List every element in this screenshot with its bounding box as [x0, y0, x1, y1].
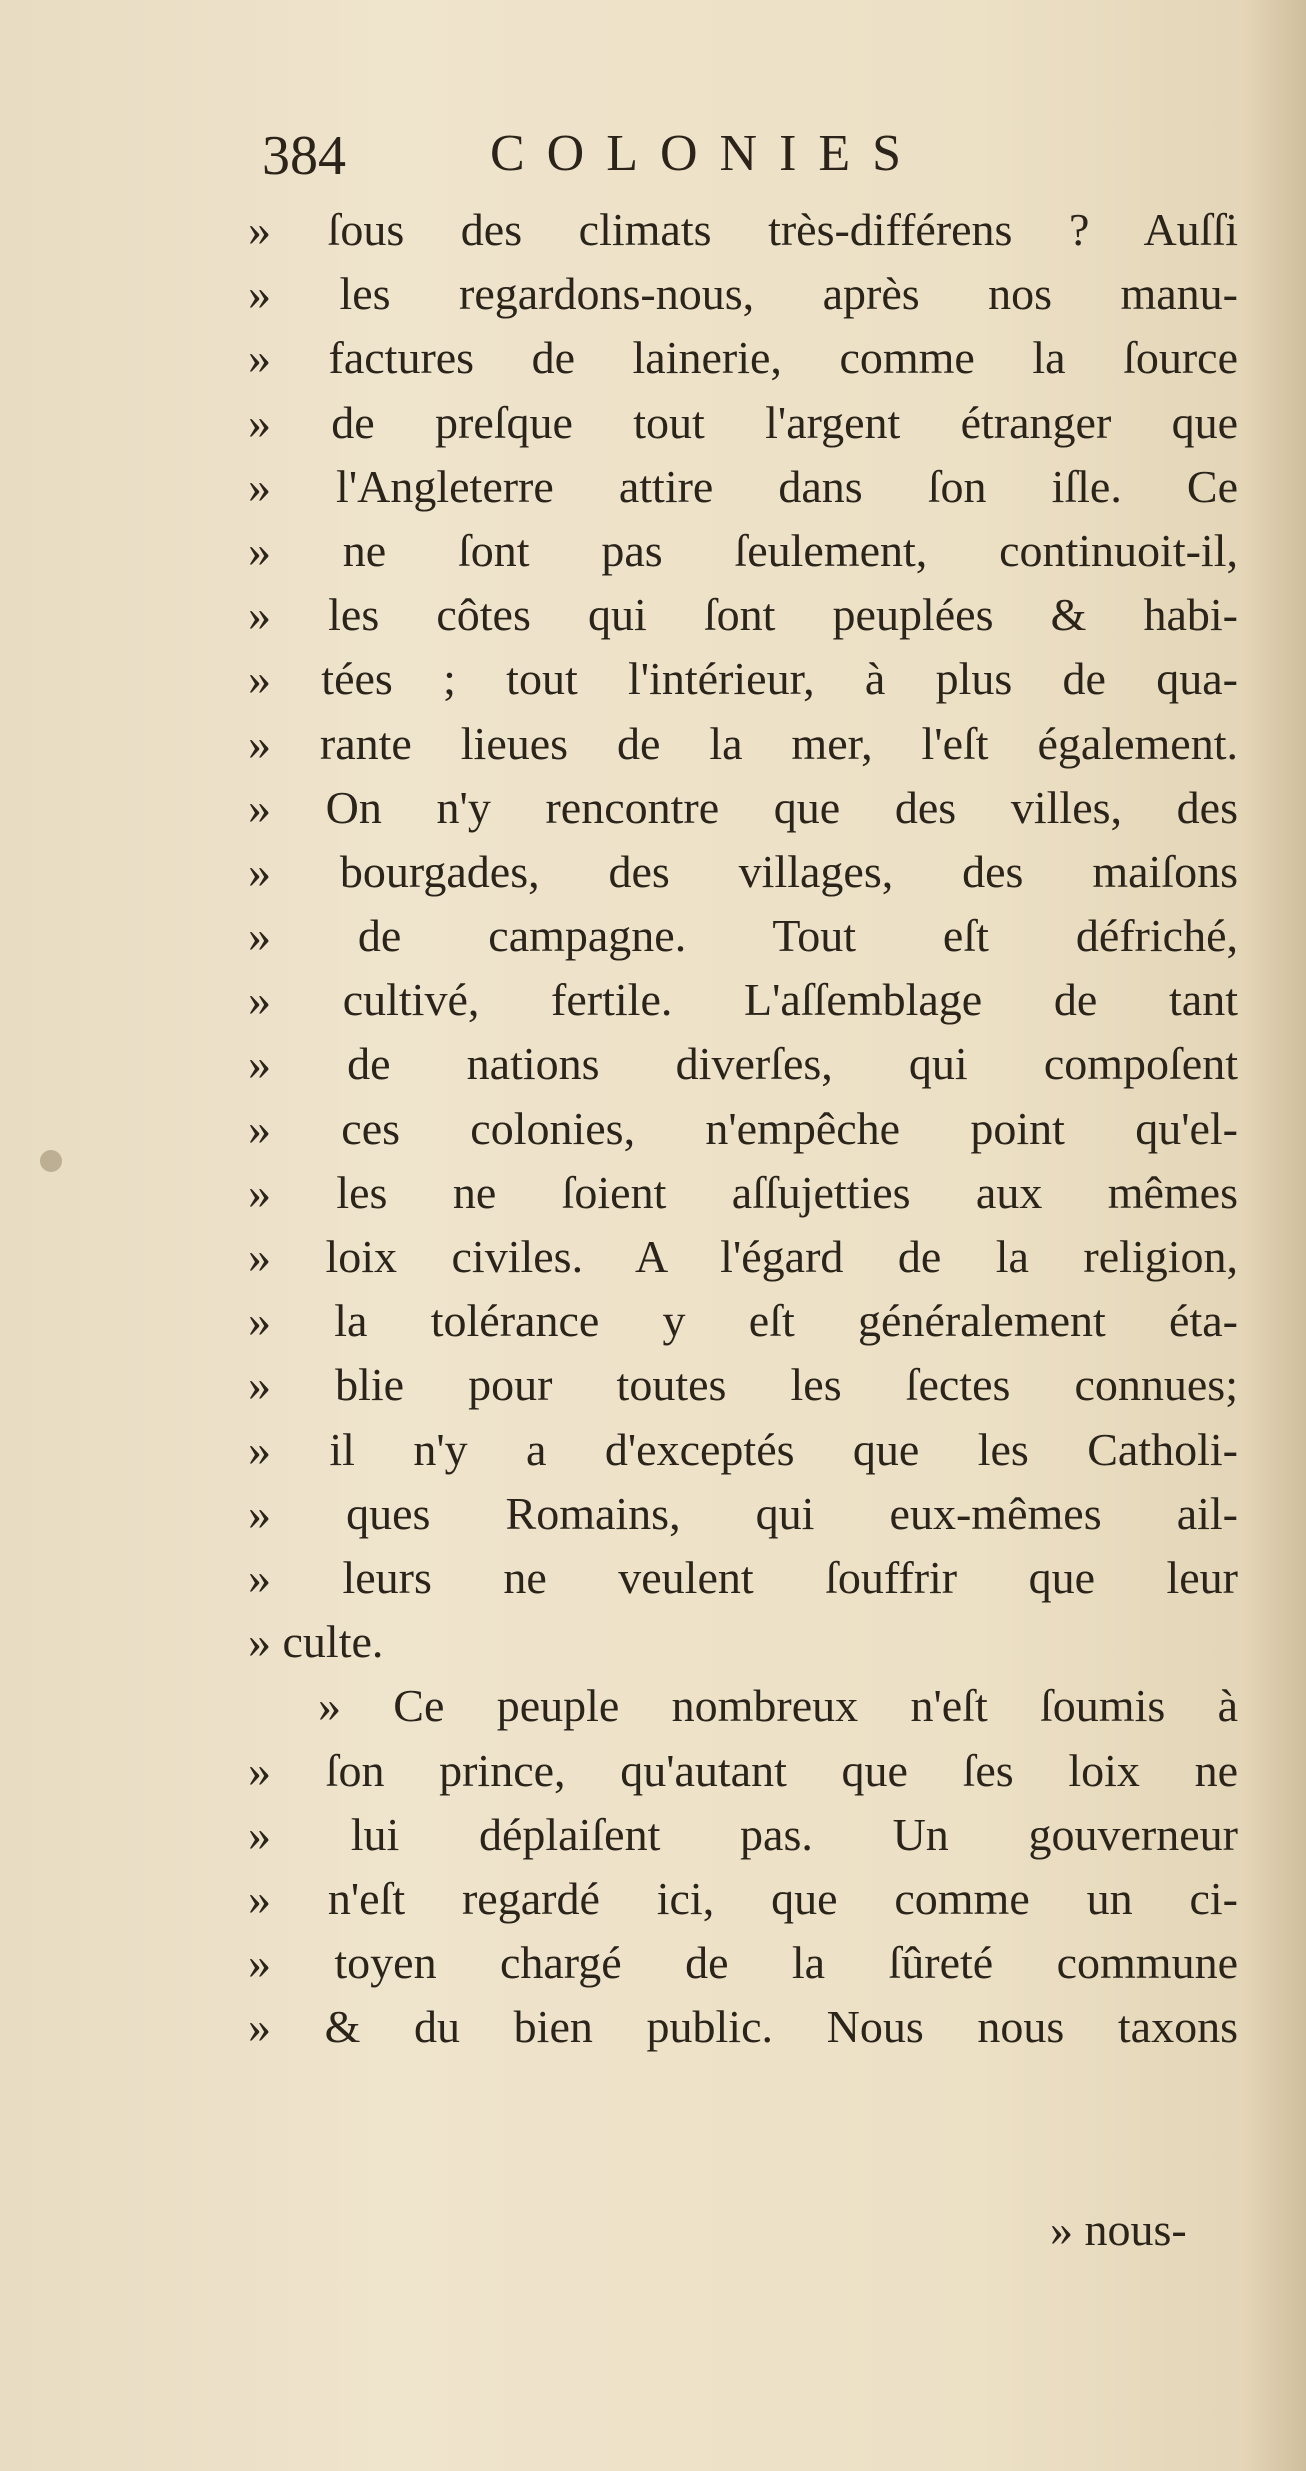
text-line: » de preſque tout l'argent étranger que — [248, 396, 1238, 448]
text-line: » lui déplaiſent pas. Un gouverneur — [248, 1808, 1238, 1860]
text-line: » les côtes qui ſont peuplées & habi- — [248, 589, 1238, 641]
text-line: » & du bien public. Nous nous taxons — [248, 2001, 1238, 2053]
page-header — [262, 118, 1062, 198]
text-line: » Ce peuple nombreux n'eſt ſoumis à — [318, 1680, 1238, 1732]
catchword: » nous- — [1050, 2204, 1187, 2255]
text-line: » la tolérance y eſt généralement éta- — [248, 1295, 1238, 1347]
text-line: » culte. — [248, 1616, 384, 1668]
text-line: » ſous des climats très-différens ? Auſſi — [248, 204, 1238, 255]
body-text — [248, 198, 1238, 2059]
text-line: » factures de lainerie, comme la ſource — [248, 332, 1238, 384]
text-line: » On n'y rencontre que des villes, des — [248, 781, 1238, 833]
text-line: » blie pour toutes les ſectes connues; — [248, 1359, 1238, 1411]
text-line: » ques Romains, qui eux-mêmes ail- — [248, 1487, 1238, 1539]
text-line: » ne ſont pas ſeulement, continuoit-il, — [248, 524, 1238, 576]
text-line: » rante lieues de la mer, l'eſt également. — [248, 717, 1238, 769]
page-number: 384 — [262, 125, 346, 187]
text-line: » l'Angleterre attire dans ſon iſle. Ce — [248, 460, 1238, 512]
text-line: » ces colonies, n'empêche point qu'el- — [248, 1102, 1238, 1154]
text-line: » de campagne. Tout eſt défriché, — [248, 910, 1238, 962]
text-line: » cultivé, fertile. L'aſſemblage de tant — [248, 974, 1238, 1026]
text-line: » il n'y a d'exceptés que les Catholi- — [248, 1423, 1238, 1475]
text-line: » tées ; tout l'intérieur, à plus de qua- — [248, 653, 1238, 705]
text-line: » les regardons-nous, après nos manu- — [248, 268, 1238, 320]
running-title: COLONIES — [490, 125, 924, 182]
text-line: » loix civiles. A l'égard de la religion, — [248, 1231, 1238, 1282]
text-line: » de nations diverſes, qui compoſent — [248, 1038, 1238, 1090]
text-line: » leurs ne veulent ſouffrir que leur — [248, 1551, 1238, 1603]
text-line: » bourgades, des villages, des maiſons — [248, 845, 1238, 897]
text-line: » les ne ſoient aſſujetties aux mêmes — [248, 1166, 1238, 1218]
paper-stain — [40, 1150, 62, 1172]
text-line: » n'eſt regardé ici, que comme un ci- — [248, 1872, 1238, 1924]
text-line: » toyen chargé de la ſûreté commune — [248, 1937, 1238, 1989]
page-edge-shadow — [1246, 0, 1306, 2471]
text-line: » ſon prince, qu'autant que ſes loix ne — [248, 1744, 1238, 1796]
